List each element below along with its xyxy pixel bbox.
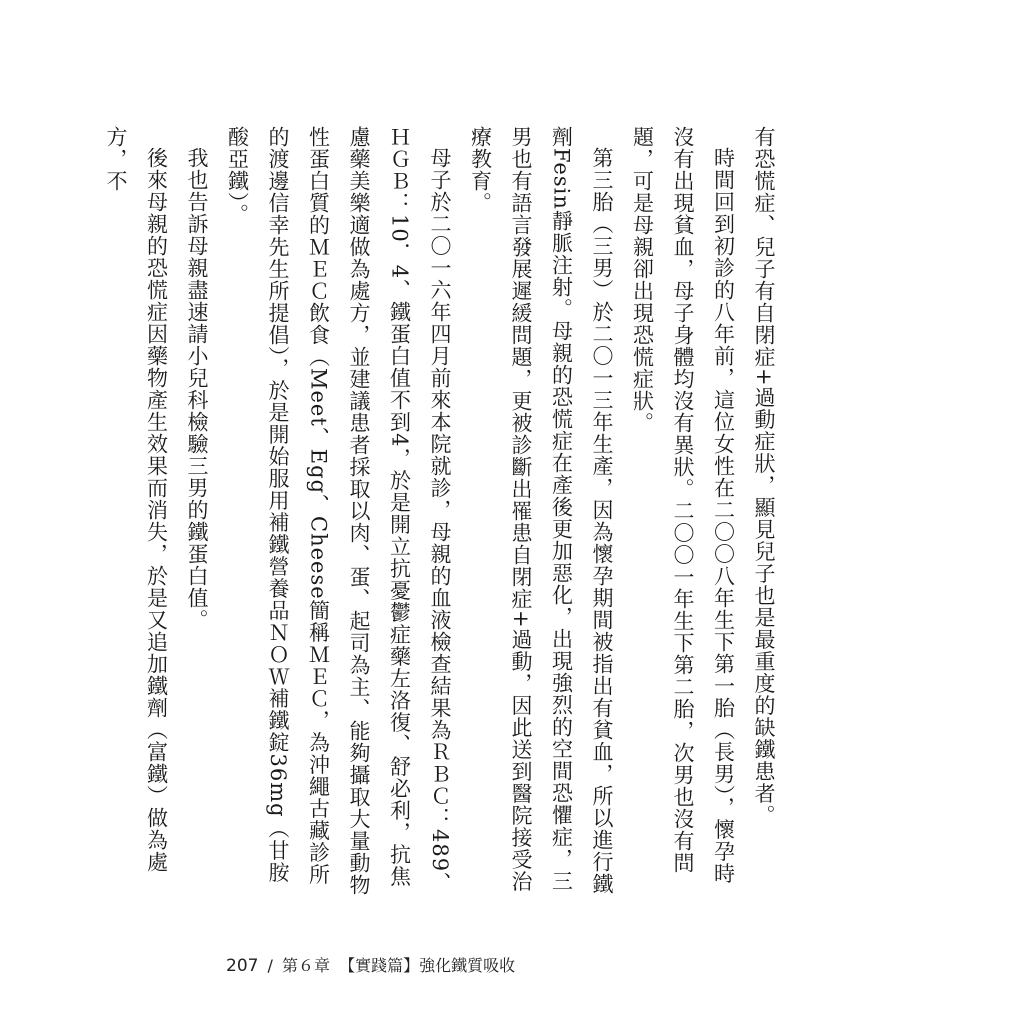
paragraph-2: 時間回到初診的八年前，這位女性在二〇〇八年生下第一胎（長男），懷孕時沒有出現貧血，母子身體均沒有異狀。二〇〇一年生下第二胎，次男也沒有問題，可是母親卻出現恐慌症狀。	[630, 126, 736, 885]
body-text	[104, 126, 784, 896]
paragraph-6: 後來母親的恐慌症因藥物產生效果而消失，於是又追加鐵劑（富鐵）做為處方，不	[104, 126, 169, 873]
footer-separator: /	[267, 956, 273, 975]
paragraph-5: 我也告訴母親盡速請小兒科檢驗三男的鐵蛋白值。	[185, 147, 209, 631]
paragraph-1: 有恐慌症、兒子有自閉症+過動症狀，顯見兒子也是最重度的缺鐵患者。	[752, 126, 776, 827]
page-footer	[226, 953, 519, 976]
paragraph-4: 母子於二〇一六年四月前來本院就診，母親的血液檢查結果為ＲＢＣ：489、ＨＧＢ：10．4、鐵蛋白值不到4，於是開立抗憂鬱症藥左洛復、舒必利，抗焦慮藥美樂適做為處方，並建議患者採取以肉、蛋、起司為主、能夠攝取大量動物性蛋白質的ＭＥＣ飲食（Meet、Egg、Cheese簡稱ＭＥＣ，為沖繩古藏診所的渡邊信幸先生所提倡），於是開始服用補鐵營養品ＮＯＷ補鐵錠36mg（甘胺酸亞鐵）。	[225, 126, 452, 896]
page-number: 207	[226, 956, 259, 976]
section-title: 【實踐篇】強化鐵質吸收	[339, 956, 516, 975]
paragraph-3: 第三胎（三男）於二〇一三年生產，因為懷孕期間被指出有貧血，所以進行鐵劑Fesin靜脈注射。母親的恐慌症在產後更加惡化，出現強烈的空間恐懼症，三男也有語言發展遲緩問題，更被診斷出罹患自閉症+過動，因此送到醫院接受治療教育。	[468, 126, 614, 895]
chapter-label: 第６章	[282, 956, 331, 975]
